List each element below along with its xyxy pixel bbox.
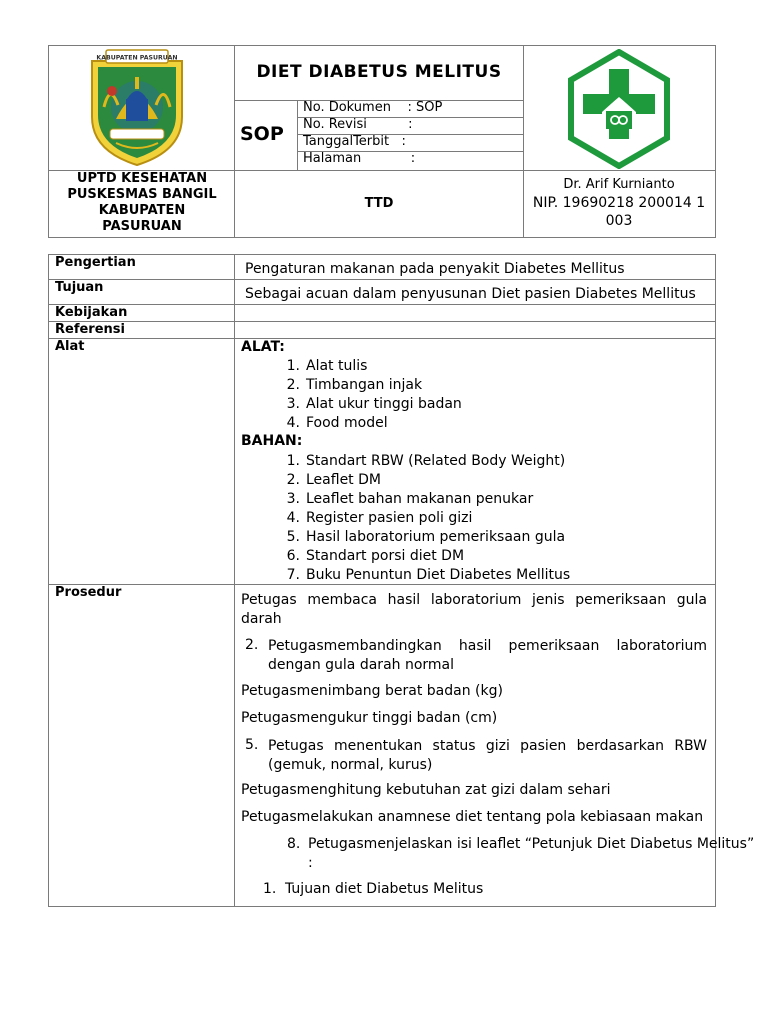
prosedur-step-6: Petugasmenghitung kebutuhan zat gizi dalam sehari [241, 782, 611, 798]
doctor-name: Dr. Arif Kurnianto [563, 177, 675, 192]
list-item: 4. Food model [286, 415, 388, 431]
pengertian-text: Pengaturan makanan pada penyakit Diabetes Mellitus [245, 261, 625, 277]
list-item: 2. Timbangan injak [286, 377, 423, 393]
bahan-list [278, 452, 570, 585]
prosedur-sub-number: 1. [263, 881, 277, 897]
alat-list [278, 357, 462, 433]
document-title: DIET DIABETUS MELITUS [256, 62, 502, 82]
sop-label: SOP [240, 123, 284, 145]
prosedur-step-3: Petugasmenimbang berat badan (kg) [241, 683, 503, 699]
list-item: 5. Hasil laboratorium pemeriksaan gula [286, 529, 566, 545]
alat-heading: ALAT: [241, 339, 285, 355]
prosedur-step-4: Petugasmengukur tinggi badan (cm) [241, 710, 498, 726]
org-line: PUSKESMAS BANGIL [67, 187, 217, 202]
list-item: 3. Leaflet bahan makanan penukar [286, 491, 534, 507]
prosedur-step-8-colon: : [308, 855, 313, 871]
seal-banner-text: KABUPATEN PASURUAN [96, 54, 178, 62]
puskesmas-logo [566, 49, 672, 169]
meta-halaman: Halaman : [303, 151, 416, 166]
doctor-block [524, 176, 714, 230]
signature-label: TTD [364, 196, 394, 211]
list-item: 2. Leaflet DM [286, 472, 381, 488]
tujuan-text: Sebagai acuan dalam penyusunan Diet pasien Diabetes Mellitus [245, 286, 696, 302]
meta-no-revisi: No. Revisi : [303, 117, 413, 132]
org-line: UPTD KESEHATAN [76, 171, 208, 186]
prosedur-step-8-number: 8. [287, 836, 301, 852]
meta-no-dokumen: No. Dokumen : SOP [303, 100, 443, 115]
list-item: 4. Register pasien poli gizi [286, 510, 473, 526]
meta-tanggal-terbit: TanggalTerbit : [303, 134, 406, 149]
label-pengertian: Pengertian [55, 255, 136, 270]
list-item: 6. Standart porsi diet DM [286, 548, 465, 564]
prosedur-step-8: Petugasmenjelaskan isi leaflet “Petunjuk Diet Diabetus Melitus” [308, 836, 755, 852]
label-alat: Alat [55, 339, 85, 354]
prosedur-sub-item: Tujuan diet Diabetus Melitus [285, 881, 484, 897]
regency-seal-logo [86, 47, 188, 167]
label-kebijakan: Kebijakan [55, 305, 128, 320]
list-item: 1. Alat tulis [286, 358, 368, 374]
list-item: 3. Alat ukur tinggi badan [286, 396, 462, 412]
prosedur-step-1: Petugas membaca hasil laboratorium jenis pemeriksaan gula darah [241, 592, 707, 627]
org-line: KABUPATEN [98, 203, 186, 218]
label-tujuan: Tujuan [55, 280, 104, 295]
prosedur-step-2-number: 2. [245, 637, 259, 653]
doctor-nip: NIP. 19690218 200014 1 003 [532, 195, 706, 229]
list-item: 1. Standart RBW (Related Body Weight) [286, 453, 566, 469]
label-referensi: Referensi [55, 322, 125, 337]
org-line: PASURUAN [102, 219, 182, 234]
prosedur-step-7: Petugasmelakukan anamnese diet tentang pola kebiasaan makan [241, 809, 704, 825]
prosedur-step-5-number: 5. [245, 737, 259, 753]
prosedur-step-2: Petugasmembandingkan hasil pemeriksaan laboratorium dengan gula darah normal [268, 638, 707, 673]
list-item: 7. Buku Penuntun Diet Diabetes Mellitus [286, 567, 571, 583]
bahan-heading: BAHAN: [241, 433, 303, 449]
label-prosedur: Prosedur [55, 585, 122, 600]
organization-name [50, 171, 234, 235]
prosedur-step-5: Petugas menentukan status gizi pasien berdasarkan RBW (gemuk, normal, kurus) [268, 738, 707, 773]
